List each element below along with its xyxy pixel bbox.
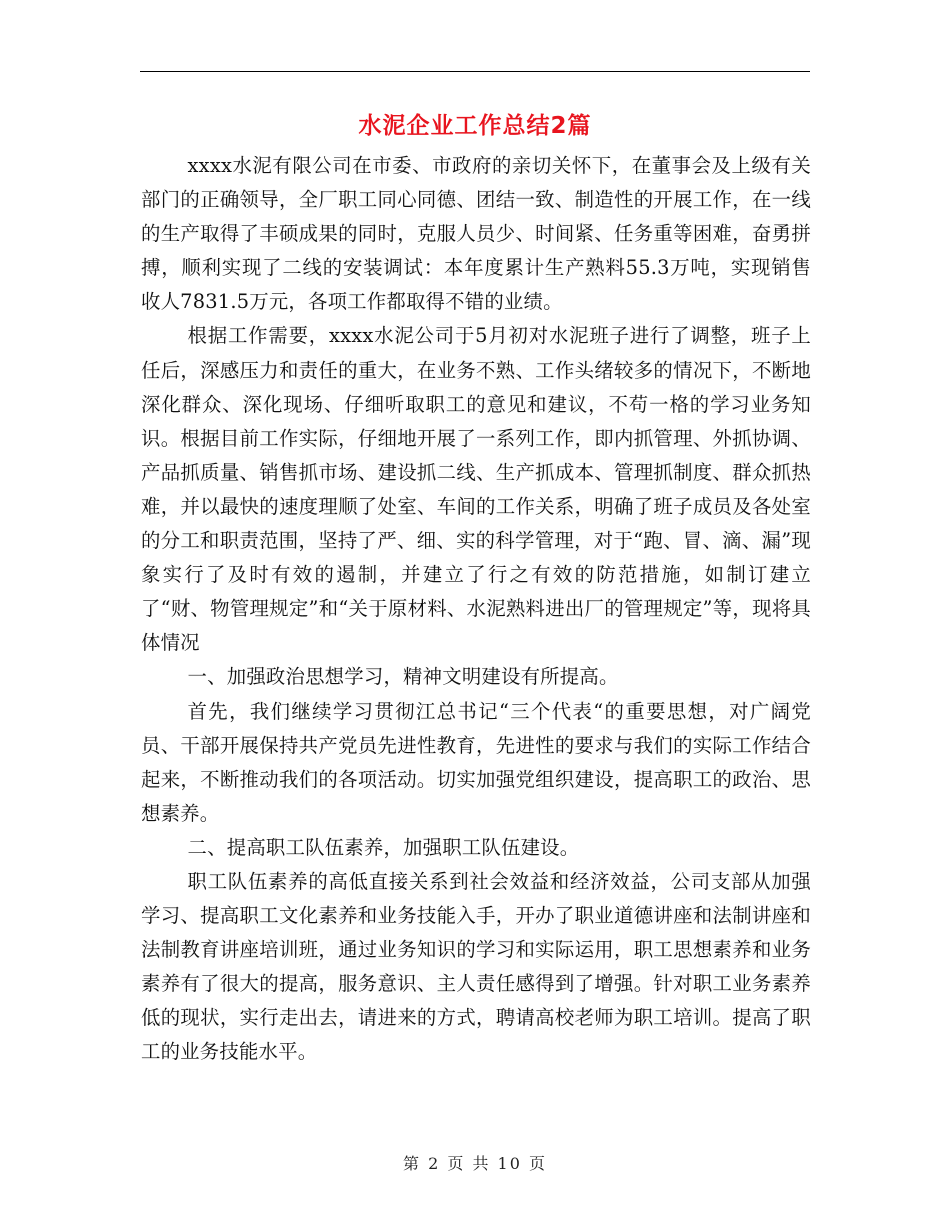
page-number: 第 2 页 共 10 页 [403,1154,547,1173]
section-heading-political-study: 一、加强政治思想学习，精神文明建设有所提高。 [187,665,619,689]
paragraph-staff-quality: 职工队伍素养的高低直接关系到社会效益和经济效益，公司支部从加强学习、提高职工文化素养和业务技能入手，开办了职业道德讲座和法制讲座和法制教育讲座培训班，通过业务知识的学习和实际运用，职工思想素养和业务素养有了很大的提高，服务意识、主人责任感得到了增强。针对职工业务素养低的现状，实行走出去，请进来的方式，聘请高校老师为职工培训。提高了职工的业务技能水平。 [141,869,811,1064]
section-heading-staff-quality: 二、提高职工队伍素养，加强职工队伍建设。 [187,835,580,859]
document-body [141,149,811,1070]
paragraph-intro: xxxx水泥有限公司在市委、市政府的亲切关怀下，在董事会及上级有关部门的正确领导，全厂职工同心同德、团结一致、制造性的开展工作，在一线的生产取得了丰硕成果的同时，克服人员少、时间紧、任务重等困难，奋勇拼搏，顺利实现了二线的安装调试：本年度累计生产熟料55.3万吨，实现销售收人7831.5万元，各项工作都取得不错的业绩。 [141,154,811,314]
document-title: 水泥企业工作总结2篇 [358,113,592,139]
header-rule [140,71,810,72]
paragraph-political-study: 首先，我们继续学习贯彻江总书记“三个代表“的重要思想，对广阔党员、干部开展保持共产党员先进性教育，先进性的要求与我们的实际工作结合起来，不断推动我们的各项活动。切实加强党组织建设，提高职工的政治、思想素养。 [141,699,811,825]
paragraph-team-adjustment: 根据工作需要，xxxx水泥公司于5月初对水泥班子进行了调整，班子上任后，深感压力和责任的重大，在业务不熟、工作头绪较多的情况下，不断地深化群众、深化现场、仔细听取职工的意见和建议，不苟一格的学习业务知识。根据目前工作实际，仔细地开展了一系列工作，即内抓管理、外抓协调、产品抓质量、销售抓市场、建设抓二线、生产抓成本、管理抓制度、群众抓热难，并以最快的速度理顺了处室、车间的工作关系，明确了班子成员及各处室的分工和职责范围，坚持了严、细、实的科学管理，对于“跑、冒、滴、漏”现象实行了及时有效的遏制，并建立了行之有效的防范措施，如制订建立了“财、物管理规定”和“关于原材料、水泥熟料进出厂的管理规定”等，现将具体情况 [141,324,811,655]
